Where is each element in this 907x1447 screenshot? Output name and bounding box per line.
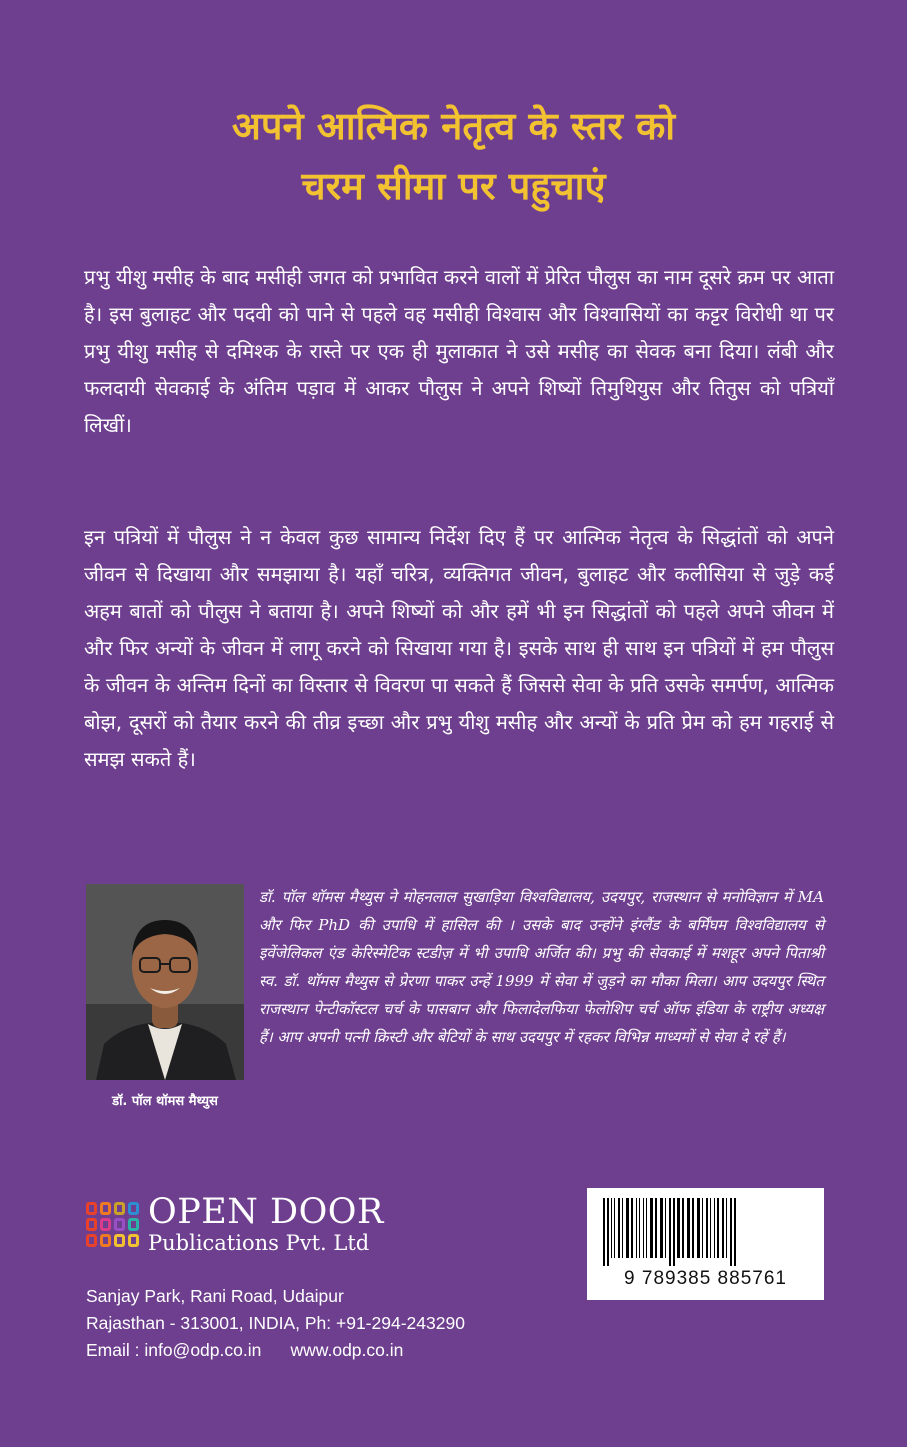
book-title <box>40 96 867 216</box>
publisher-name: OPEN DOOR <box>148 1192 384 1232</box>
publisher-logo-icon <box>86 1202 139 1247</box>
barcode-bar <box>702 1198 703 1258</box>
logo-square <box>86 1234 97 1247</box>
isbn-number: 9 789385 885761 <box>624 1268 787 1289</box>
publisher-address <box>86 1283 465 1364</box>
title-line-1: अपने आत्मिक नेतृत्व के स्तर को <box>231 104 676 148</box>
author-photo-caption: डॉ. पॉल थॉमस मैथ्युस <box>112 1094 218 1109</box>
logo-square <box>100 1202 111 1215</box>
barcode-bar <box>643 1198 644 1258</box>
barcode-icon <box>601 1198 810 1266</box>
barcode-bar <box>622 1198 623 1258</box>
address-line-2: Rajasthan - 313001, INDIA, Ph: +91-294-243290 <box>86 1313 465 1333</box>
barcode-bar <box>611 1198 612 1258</box>
barcode-bar <box>697 1198 700 1258</box>
barcode-bar <box>673 1198 675 1266</box>
title-line-2: चरम सीमा पर पहुचाएं <box>301 164 606 208</box>
barcode-bar <box>714 1198 715 1258</box>
barcode-bar <box>655 1198 657 1258</box>
author-photo <box>86 884 244 1080</box>
logo-square <box>100 1218 111 1231</box>
barcode-bar <box>636 1198 637 1258</box>
barcode-bar <box>730 1198 732 1266</box>
barcode-bar <box>614 1198 615 1258</box>
barcode-bar <box>734 1198 736 1266</box>
barcode-bar <box>665 1198 666 1258</box>
barcode-bar <box>669 1198 671 1266</box>
logo-square <box>128 1234 139 1247</box>
barcode-bar <box>710 1198 711 1258</box>
barcode-bar <box>682 1198 684 1258</box>
barcode-bar <box>677 1198 680 1258</box>
logo-square <box>114 1218 125 1231</box>
logo-square <box>100 1234 111 1247</box>
logo-square <box>86 1218 97 1231</box>
barcode-bar <box>631 1198 633 1258</box>
blurb-paragraph-1: प्रभु यीशु मसीह के बाद मसीही जगत को प्रभावित करने वालों में प्रेरित पौलुस का नाम दूसरे क्रम पर आता है। इस बुलाहट और पदवी को पाने से पहले वह मसीही विश्वास और विश्वासियों का कट्टर विरोधी था पर प्रभु यीशु मसीह से दमिश्क के रास्ते पर एक ही मुलाकात ने उसे मसीह का सेवक बना दिया। लंबी और फलदायी सेवकाई के अंतिम पड़ाव में आकर पौलुस ने अपने शिष्यों तिमुथियुस और तितुस को पत्रियाँ लिखीं। <box>84 265 834 437</box>
barcode-bar <box>607 1198 609 1266</box>
barcode-bar <box>626 1198 629 1258</box>
barcode-bar <box>650 1198 653 1258</box>
barcode-bar <box>639 1198 640 1258</box>
logo-square <box>128 1218 139 1231</box>
logo-square <box>114 1234 125 1247</box>
author-bio: डॉ. पॉल थॉमस मैथ्युस ने मोहनलाल सुखाड़िया विश्वविद्यालय, उदयपुर, राजस्थान से मनोविज्ञान में MA और फिर PhD की उपाधि में हासिल की । उसके बाद उन्होंने इंग्लैंड के बर्मिंघम विश्वविद्यालय से इवेंजेलिकल एंड केरिस्मेटिक स्टडीज़ में भी उपाधि अर्जित की। प्रभु की सेवकाई में मशहूर अपने पिताश्री स्व. डॉ. थॉमस मैथ्युस से प्रेरणा पाकर उन्हें 1999 में सेवा में जुड़ने का मौका मिला। आप उदयपुर स्थित राजस्थान पेन्टीकॉस्टल चर्च के पासबान और फिलादेलफिया फेलोशिप चर्च ऑफ इंडिया के राष्ट्रीय अध्यक्ष हैं। आप अपनी पत्नी क्रिस्टी और बेटियों के साथ उदयपुर में रहकर विभिन्न माध्यमों से सेवा दे रहें हैं। <box>259 888 824 1046</box>
barcode-bar <box>618 1198 620 1258</box>
logo-square <box>114 1202 125 1215</box>
barcode-bar <box>722 1198 724 1258</box>
logo-square <box>128 1202 139 1215</box>
barcode-bar <box>660 1198 663 1258</box>
publisher-logo <box>86 1192 384 1255</box>
publisher-subtitle: Publications Pvt. Ltd <box>148 1231 370 1255</box>
barcode-bar <box>603 1198 605 1266</box>
barcode-bar <box>646 1198 647 1258</box>
contact-line: Email : info@odp.co.in www.odp.co.in <box>86 1340 404 1360</box>
logo-square <box>86 1202 97 1215</box>
barcode-bar <box>706 1198 708 1258</box>
barcode-bar <box>726 1198 727 1258</box>
barcode-bar <box>717 1198 719 1258</box>
barcode-bar <box>687 1198 690 1258</box>
blurb-paragraph-2: इन पत्रियों में पौलुस ने न केवल कुछ सामान्य निर्देश दिए हैं पर आत्मिक नेतृत्व के सिद्धांतों को अपने जीवन से दिखाया और समझाया है। यहाँ चरित्र, व्यक्तिगत जीवन, बुलाहट और कलीसिया से जुड़े कई अहम बातों को पौलुस ने बताया है। अपने शिष्यों को और हमें भी इन सिद्धांतों को पहले अपने जीवन में और फिर अन्यों के जीवन में लागू करने को सिखाया गया है। इसके साथ ही साथ इन पत्रियों में हम पौलुस के जीवन के अन्तिम दिनों का विस्तार से विवरण पा सकते हैं जिससे सेवा के प्रति उसके समर्पण, आत्मिक बोझ, दूसरों को तैयार करने की तीव्र इच्छा और प्रभु यीशु मसीह और अन्यों के प्रति प्रेम को हम गहराई से समझ सकते हैं। <box>84 525 834 771</box>
barcode-bar <box>692 1198 694 1258</box>
isbn-barcode <box>587 1188 824 1300</box>
address-line-1: Sanjay Park, Rani Road, Udaipur <box>86 1286 344 1306</box>
